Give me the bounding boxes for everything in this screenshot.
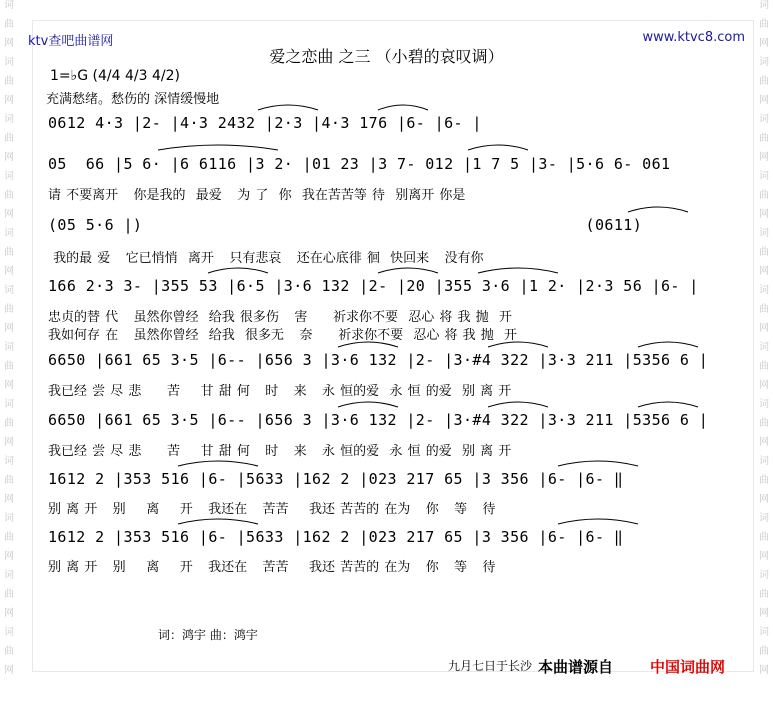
watermark-char: 曲 (759, 646, 769, 657)
watermark-char: 网 (4, 665, 14, 676)
watermark-char: 词 (759, 171, 769, 182)
watermark-char: 词 (4, 114, 14, 125)
watermark-char: 网 (4, 95, 14, 106)
watermark-char: 网 (759, 323, 769, 334)
watermark-char: 词 (759, 570, 769, 581)
watermark-char: 词 (4, 399, 14, 410)
watermark-char: 网 (759, 380, 769, 391)
watermark-char: 网 (4, 152, 14, 163)
watermark-char: 网 (759, 152, 769, 163)
watermark-char: 曲 (759, 589, 769, 600)
credits: 词：鸿宇 曲：鸿宇 (158, 628, 258, 642)
watermark-char: 曲 (4, 418, 14, 429)
watermark-char: 词 (759, 114, 769, 125)
lyrics-row-5: 我已经 尝 尽 悲 苦 甘 甜 何 时 来 永 恒的爱 永 恒 的爱 别 离 开 (48, 384, 512, 399)
watermark-char: 词 (759, 342, 769, 353)
watermark-char: 曲 (4, 133, 14, 144)
site-name-left[interactable]: ktv查吧曲谱网 (28, 34, 114, 49)
expression-mark: 充满愁绪。愁伤的 深情缓慢地 (46, 92, 220, 107)
watermark-char: 词 (759, 228, 769, 239)
source-site[interactable]: 中国词曲网 (650, 658, 726, 676)
watermark-char: 网 (759, 665, 769, 676)
watermark-char: 网 (4, 494, 14, 505)
watermark-char: 网 (759, 437, 769, 448)
watermark-char: 网 (759, 95, 769, 106)
notation-row-6: 6650 |661 65 3·5 |6-- |656 3 |3·6 132 |2- |3·#4 322 |3·3 211 |5356 6 | (48, 411, 709, 429)
lyrics-row-6: 我已经 尝 尽 悲 苦 甘 甜 何 时 来 永 恒的爱 永 恒 的爱 别 离 开 (48, 444, 512, 459)
notation-row-8: 1612 2 |353 516 |6- |5633 |162 2 |023 217 65 |3 356 |6- |6- ‖ (48, 528, 624, 546)
watermark-char: 曲 (759, 190, 769, 201)
watermark-char: 网 (759, 608, 769, 619)
watermark-right (755, 0, 773, 706)
watermark-char: 曲 (759, 304, 769, 315)
watermark-char: 网 (759, 266, 769, 277)
watermark-char: 词 (759, 399, 769, 410)
watermark-char: 曲 (759, 361, 769, 372)
lyrics-row-2: 请 不要离开 你是我的 最爱 为 了 你 我在苦苦等 待 别离开 你是 (48, 188, 466, 203)
watermark-char: 网 (759, 494, 769, 505)
watermark-char: 词 (4, 456, 14, 467)
lyrics-row-4a: 忠贞的替 代 虽然你曾经 给我 很多伤 害 祈求你不要 忍心 将 我 抛 开 (48, 310, 512, 325)
compose-date: 九月七日于长沙 (448, 659, 533, 673)
watermark-char: 曲 (4, 304, 14, 315)
notation-row-3: (05 5·6 |) (0611) (48, 216, 643, 234)
watermark-char: 曲 (759, 133, 769, 144)
lyrics-row-8: 别 离 开 别 离 开 我还在 苦苦 我还 苦苦的 在为 你 等 待 (48, 560, 496, 575)
notation-row-1: 0612 4·3 |2- |4·3 2432 |2·3 |4·3 176 |6- |6- | (48, 114, 482, 132)
score-sheet (18, 0, 755, 706)
watermark-char: 曲 (759, 418, 769, 429)
watermark-char: 曲 (759, 532, 769, 543)
watermark-char: 曲 (4, 76, 14, 87)
watermark-char: 词 (4, 0, 14, 11)
watermark-char: 词 (759, 456, 769, 467)
watermark-char: 曲 (4, 19, 14, 30)
watermark-char: 曲 (4, 646, 14, 657)
watermark-char: 网 (759, 551, 769, 562)
watermark-char: 词 (4, 342, 14, 353)
watermark-char: 词 (4, 627, 14, 638)
watermark-char: 词 (4, 57, 14, 68)
song-title: 爱之恋曲 之三 （小碧的哀叹调） (269, 47, 504, 66)
lyrics-row-4b: 我如何存 在 虽然你曾经 给我 很多无 奈 祈求你不要 忍心 将 我 抛 开 (48, 328, 518, 343)
watermark-char: 词 (759, 627, 769, 638)
watermark-char: 网 (4, 551, 14, 562)
watermark-char: 词 (4, 570, 14, 581)
watermark-char: 词 (4, 285, 14, 296)
watermark-char: 词 (4, 513, 14, 524)
watermark-char: 曲 (759, 76, 769, 87)
notation-row-2: 05 66 |5 6· |6 6116 |3 2· |01 23 |3 7- 012 |1 7 5 |3- |5·6 6- 061 (48, 155, 671, 173)
watermark-char: 网 (4, 323, 14, 334)
watermark-char: 词 (759, 0, 769, 11)
watermark-char: 曲 (4, 190, 14, 201)
notation-row-5: 6650 |661 65 3·5 |6-- |656 3 |3·6 132 |2- |3·#4 322 |3·3 211 |5356 6 | (48, 351, 709, 369)
watermark-left (0, 0, 18, 706)
notation-row-7: 1612 2 |353 516 |6- |5633 |162 2 |023 217 65 |3 356 |6- |6- ‖ (48, 470, 624, 488)
watermark-char: 网 (4, 266, 14, 277)
watermark-char: 词 (759, 513, 769, 524)
watermark-char: 网 (4, 209, 14, 220)
watermark-char: 词 (759, 285, 769, 296)
watermark-char: 曲 (4, 532, 14, 543)
lyrics-row-3: 我的最 爱 它已悄悄 离开 只有悲哀 还在心底徘 徊 快回来 没有你 (48, 251, 484, 266)
watermark-char: 曲 (759, 475, 769, 486)
notation-row-4: 166 2·3 3- |355 53 |6·5 |3·6 132 |2- |20 |355 3·6 |1 2· |2·3 56 |6- | (48, 277, 699, 295)
watermark-char: 曲 (759, 19, 769, 30)
watermark-char: 曲 (4, 475, 14, 486)
watermark-char: 网 (4, 437, 14, 448)
watermark-char: 词 (4, 228, 14, 239)
watermark-char: 网 (4, 608, 14, 619)
lyrics-row-7: 别 离 开 别 离 开 我还在 苦苦 我还 苦苦的 在为 你 等 待 (48, 502, 496, 517)
watermark-char: 网 (759, 209, 769, 220)
site-url-right[interactable]: www.ktvc8.com (642, 30, 745, 45)
watermark-char: 曲 (4, 247, 14, 258)
watermark-char: 曲 (759, 247, 769, 258)
key-signature: 1=♭G (4/4 4/3 4/2) (50, 68, 180, 84)
watermark-char: 词 (759, 57, 769, 68)
watermark-char: 网 (4, 38, 14, 49)
watermark-char: 曲 (4, 589, 14, 600)
watermark-char: 网 (4, 380, 14, 391)
watermark-char: 词 (4, 171, 14, 182)
watermark-char: 曲 (4, 361, 14, 372)
watermark-char: 网 (759, 38, 769, 49)
source-label: 本曲谱源自 (538, 658, 614, 676)
